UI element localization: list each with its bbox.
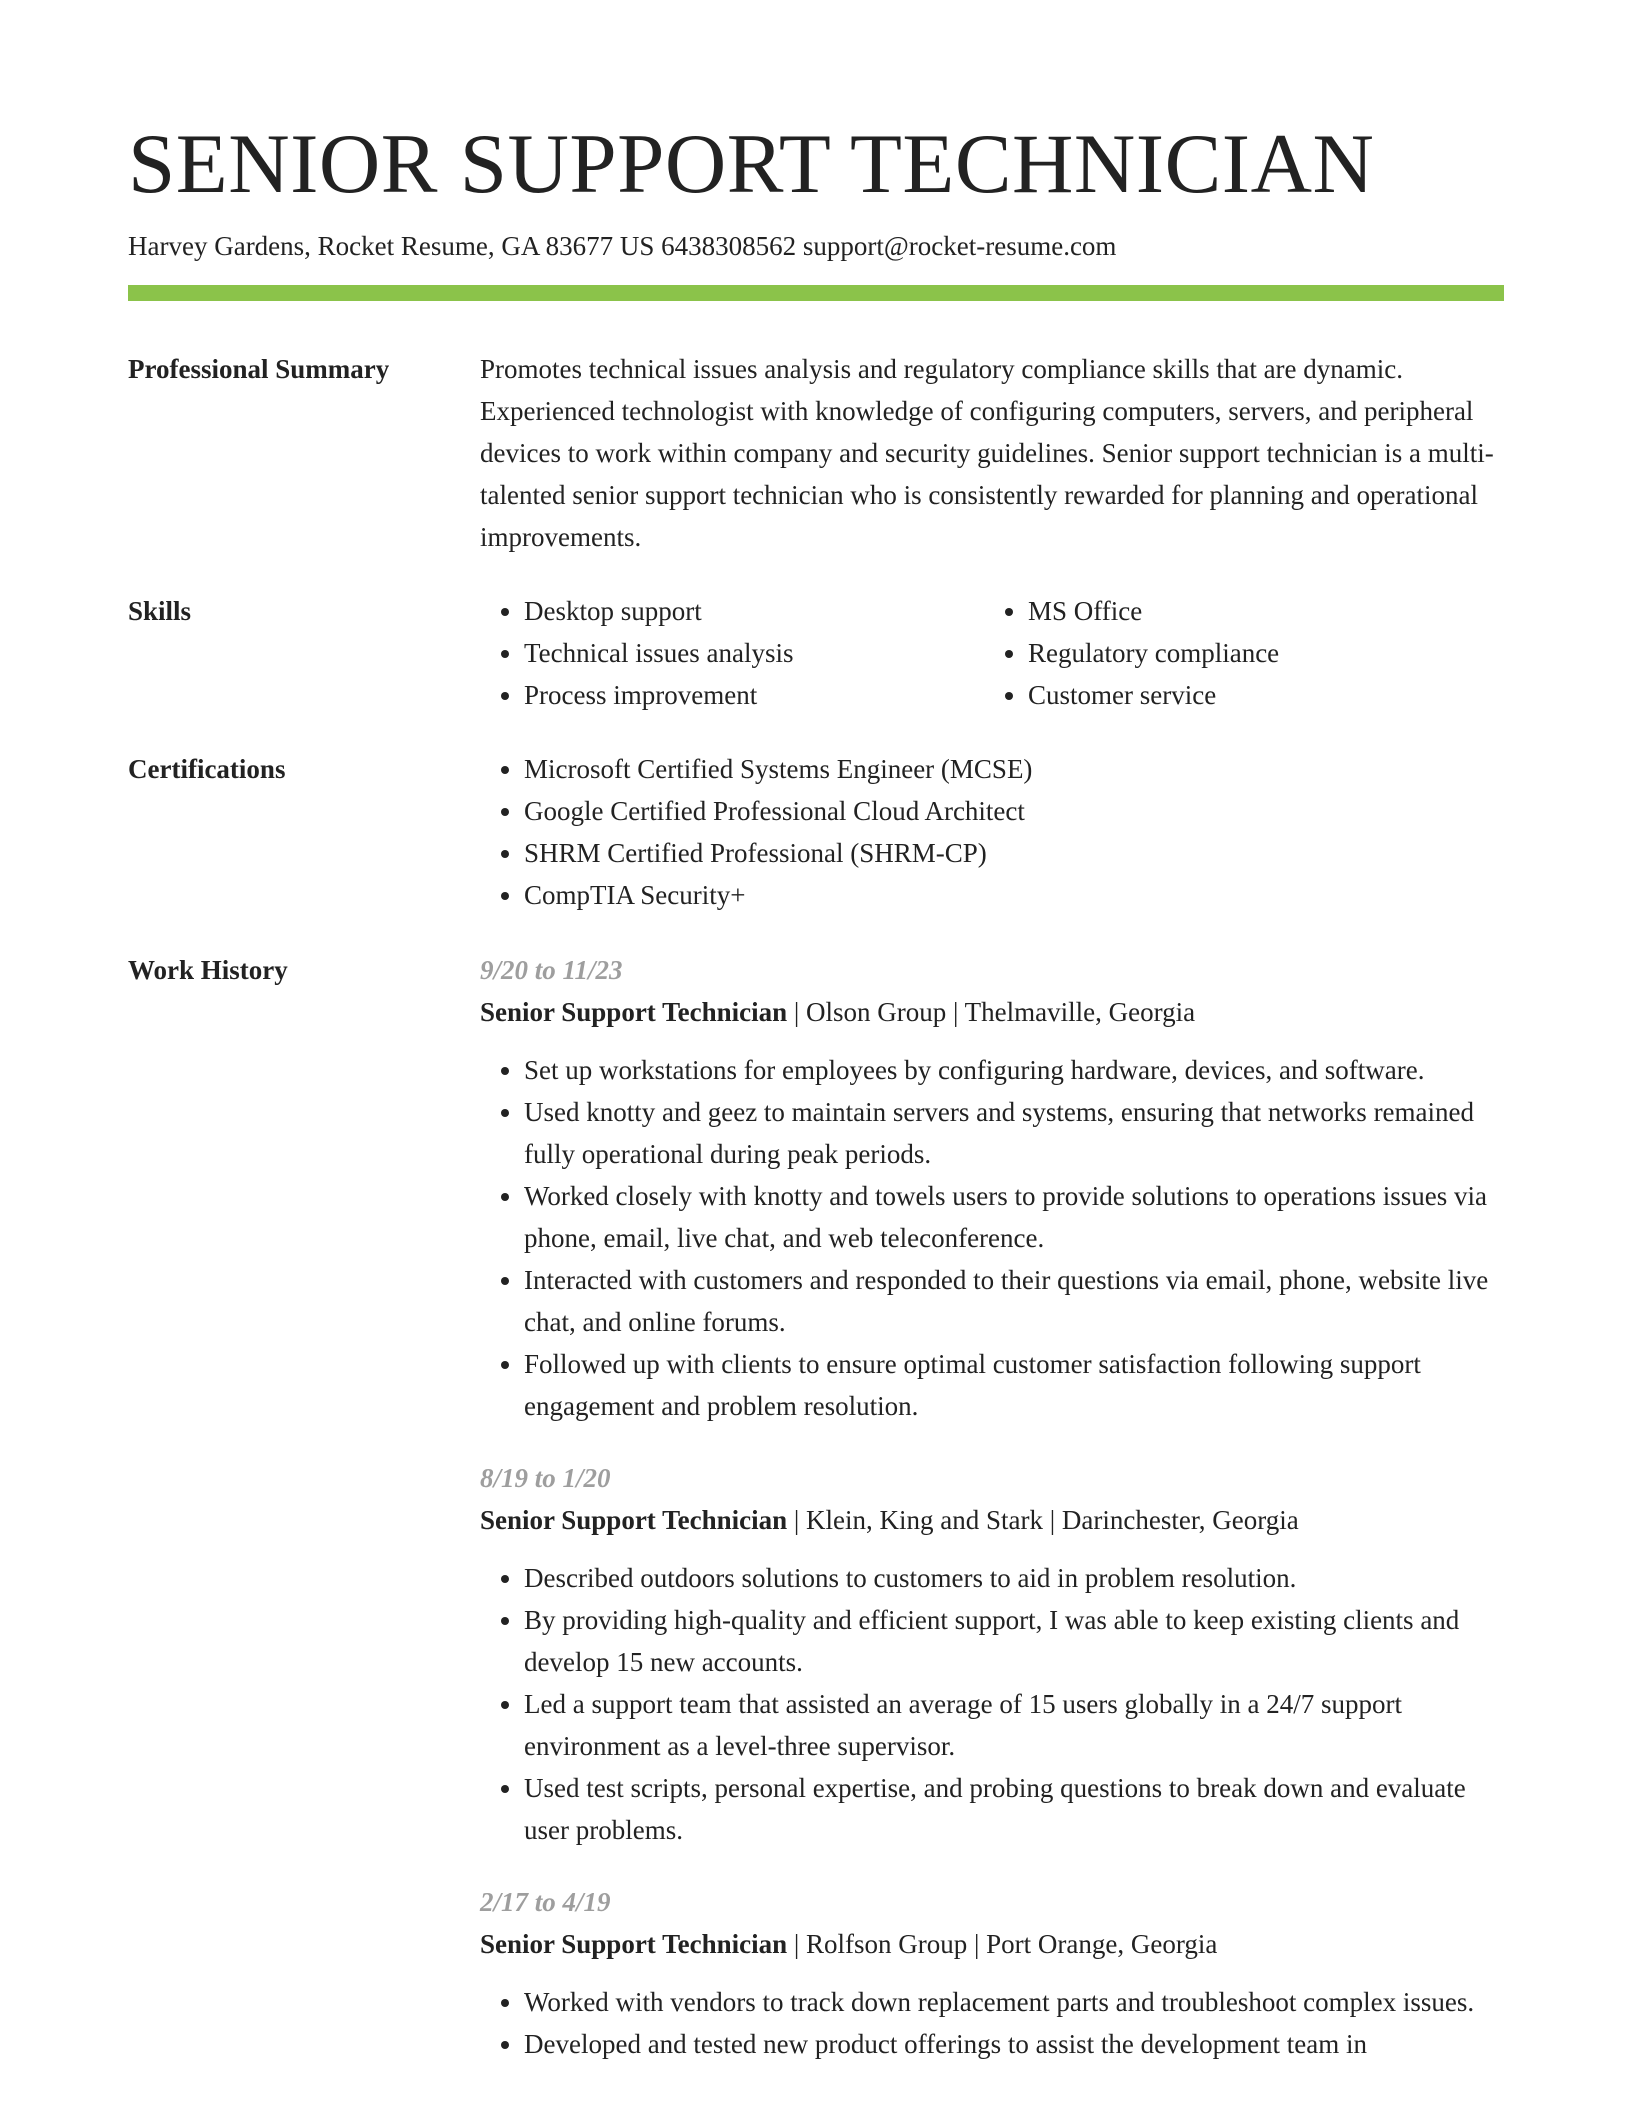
skill-item: • Regulatory compliance <box>1028 632 1464 674</box>
skill-item: • Technical issues analysis <box>524 632 960 674</box>
section-label-skills: Skills <box>128 596 192 626</box>
skills-section <box>480 590 1505 720</box>
job-bullet: • Described outdoors solutions to customers to aid in problem resolution. <box>524 1557 1505 1599</box>
job-bullet: • By providing high-quality and efficient support, I was able to keep existing clients and develop 15 new accounts. <box>524 1599 1505 1683</box>
job-bullet: • Led a support team that assisted an average of 15 users globally in a 24/7 support environment as a level-three supervisor. <box>524 1683 1505 1767</box>
job-company-location: | Rolfson Group | Port Orange, Georgia <box>787 1929 1218 1959</box>
job-bullet: • Followed up with clients to ensure optimal customer satisfaction following support engagement and problem resolution. <box>524 1343 1505 1427</box>
certification-item: • Google Certified Professional Cloud Architect <box>524 790 1505 832</box>
job-bullet: • Interacted with customers and responded to their questions via email, phone, website live chat, and online forums. <box>524 1259 1505 1343</box>
skill-item: • Desktop support <box>524 590 960 632</box>
skill-item: • Process improvement <box>524 674 960 716</box>
summary-section <box>480 348 1505 558</box>
job-company-location: | Klein, King and Stark | Darinchester, Georgia <box>787 1505 1299 1535</box>
job-dates: 2/17 to 4/19 <box>480 1887 611 1917</box>
job-title: Senior Support Technician <box>480 997 788 1027</box>
job-bullet: • Used test scripts, personal expertise, and probing questions to break down and evaluate user problems. <box>524 1767 1505 1851</box>
job-entry <box>480 949 1505 1427</box>
job-title: Senior Support Technician <box>480 1505 788 1535</box>
certifications-section <box>480 748 1505 916</box>
skills-column-left <box>480 590 960 716</box>
header-divider <box>128 285 1504 301</box>
job-entry <box>480 1881 1505 2065</box>
job-heading <box>480 1499 1505 1541</box>
job-bullet: • Set up workstations for employees by configuring hardware, devices, and software. <box>524 1049 1505 1091</box>
certification-item: • Microsoft Certified Systems Engineer (MCSE) <box>524 748 1505 790</box>
job-bullet: • Worked closely with knotty and towels users to provide solutions to operations issues via phone, email, live chat, and web teleconference. <box>524 1175 1505 1259</box>
skill-item: • Customer service <box>1028 674 1464 716</box>
section-label-summary: Professional Summary <box>128 354 390 384</box>
job-bullet: • Worked with vendors to track down replacement parts and troubleshoot complex issues. <box>524 1981 1505 2023</box>
certification-item: • CompTIA Security+ <box>524 874 1505 916</box>
job-bullet: • Developed and tested new product offerings to assist the development team in <box>524 2023 1505 2065</box>
job-heading <box>480 991 1505 1033</box>
job-company-location: | Olson Group | Thelmaville, Georgia <box>787 997 1196 1027</box>
job-bullet: • Used knotty and geez to maintain servers and systems, ensuring that networks remained fully operational during peak periods. <box>524 1091 1505 1175</box>
section-label-work-history: Work History <box>128 955 288 985</box>
work-history-section <box>480 949 1505 2095</box>
contact-line: Harvey Gardens, Rocket Resume, GA 83677 US 6438308562 support@rocket-resume.com <box>128 231 1117 261</box>
summary-text: Promotes technical issues analysis and regulatory compliance skills that are dynamic. Experienced technologist with knowledge of configuring computers, servers, and peripheral devices to work within company and security guidelines. Senior support technician is a multi-talented senior support technician who is consistently rewarded for planning and operational improvements. <box>480 354 1494 552</box>
job-heading <box>480 1923 1505 1965</box>
job-dates: 8/19 to 1/20 <box>480 1463 611 1493</box>
skills-column-right <box>984 590 1464 716</box>
job-entry <box>480 1457 1505 1851</box>
job-dates: 9/20 to 11/23 <box>480 955 623 985</box>
job-title: Senior Support Technician <box>480 1929 788 1959</box>
section-label-certifications: Certifications <box>128 754 286 784</box>
skill-item: • MS Office <box>1028 590 1464 632</box>
resume-title: SENIOR SUPPORT TECHNICIAN <box>128 117 1375 211</box>
certification-item: • SHRM Certified Professional (SHRM-CP) <box>524 832 1505 874</box>
